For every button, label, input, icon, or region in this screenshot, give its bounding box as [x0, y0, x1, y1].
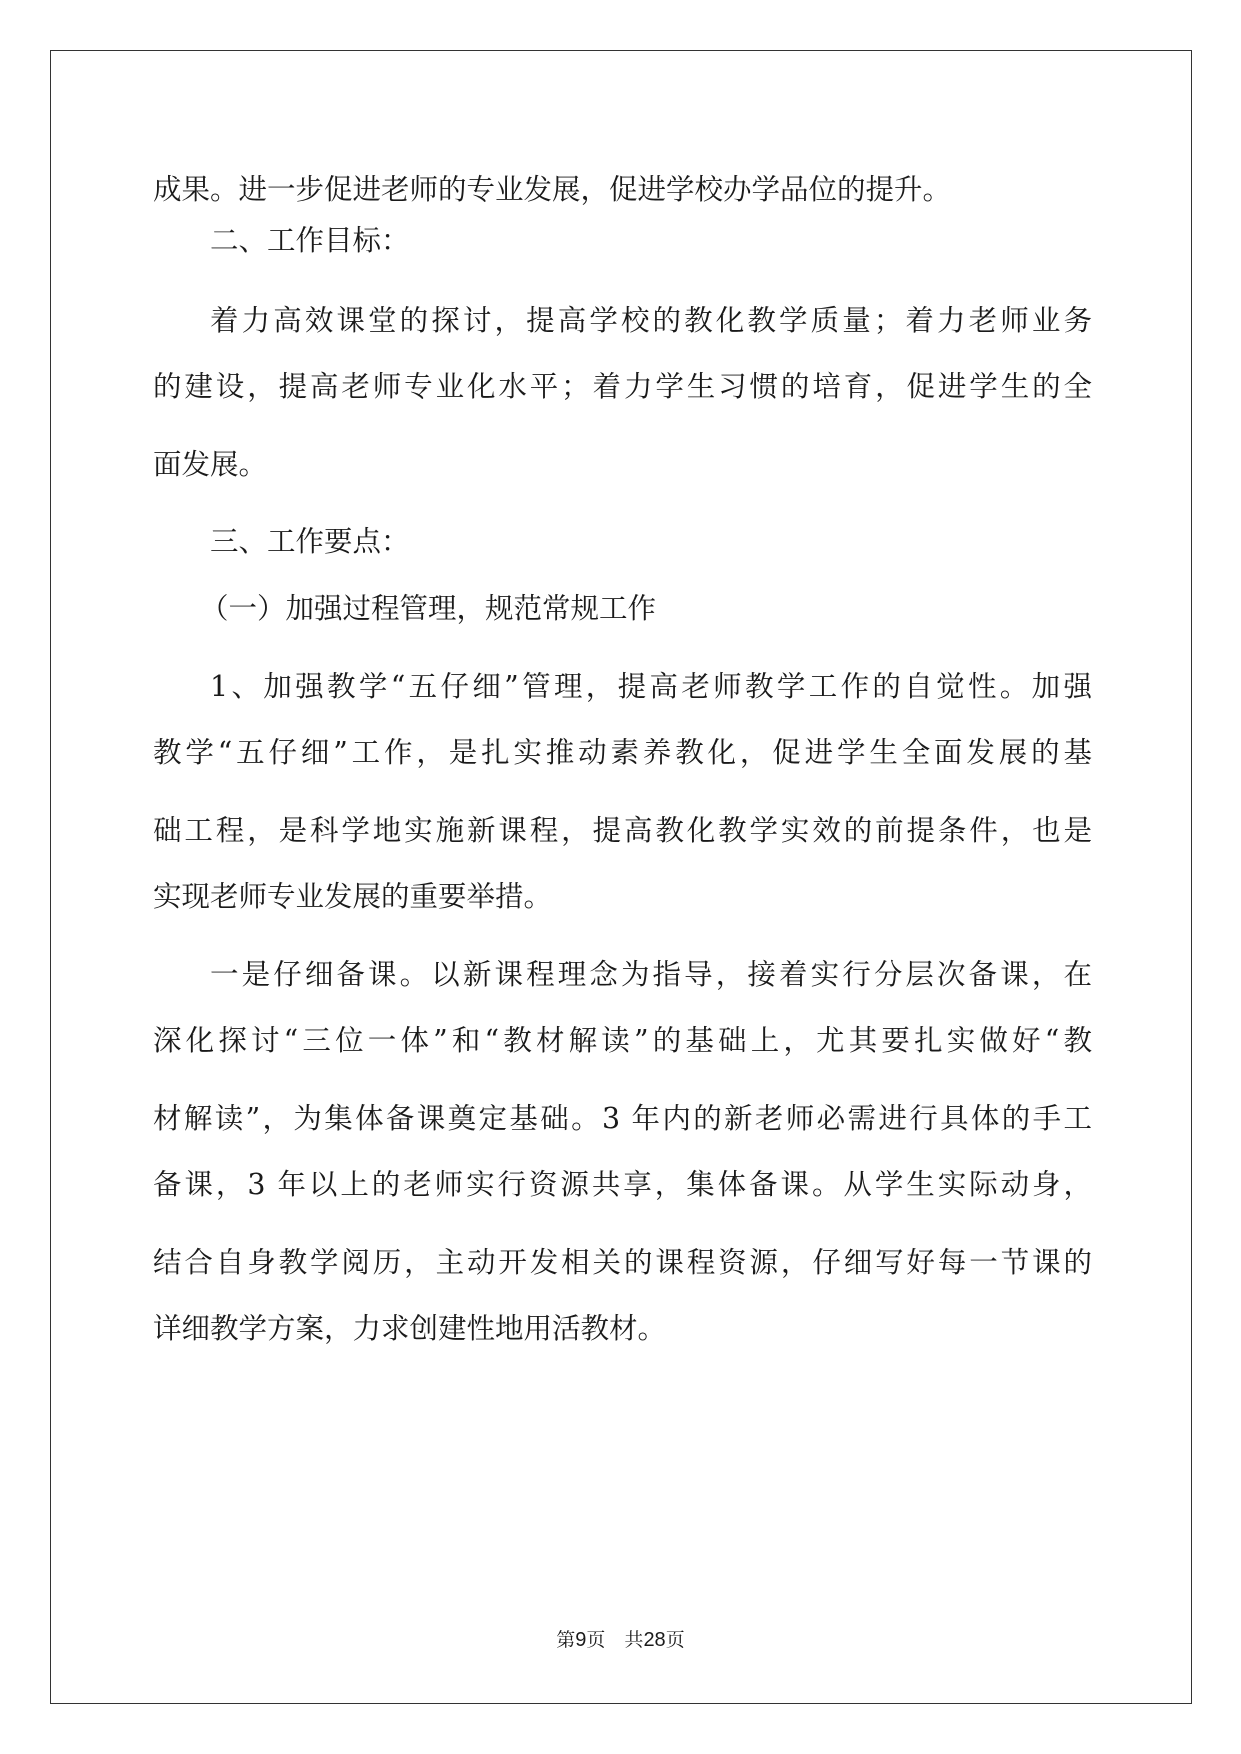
- page-footer: [0, 1628, 1241, 1652]
- paragraph-line: 材解读”，为集体备课奠定基础。3 年内的新老师必需进行具体的手工: [153, 1102, 1092, 1135]
- page-number: 9: [575, 1629, 587, 1651]
- paragraph-line: 详细教学方案，力求创建性地用活教材。: [153, 1312, 667, 1345]
- paragraph-line: 一是仔细备课。以新课程理念为指导，接着实行分层次备课，在: [210, 958, 1092, 991]
- paragraph-line: 1、加强教学“五仔细”管理，提高老师教学工作的自觉性。加强: [210, 670, 1092, 703]
- page-mid: 页 共: [586, 1629, 644, 1651]
- page-prefix: 第: [556, 1629, 576, 1651]
- section-heading: 三、工作要点：: [210, 525, 410, 558]
- page-suffix: 页: [665, 1629, 685, 1651]
- paragraph-line: 结合自身教学阅历，主动开发相关的课程资源，仔细写好每一节课的: [153, 1246, 1092, 1279]
- paragraph-line: 教学“五仔细”工作，是扎实推动素养教化，促进学生全面发展的基: [153, 736, 1092, 769]
- paragraph-line: 实现老师专业发展的重要举措。: [153, 880, 553, 913]
- section-heading: 二、工作目标：: [210, 224, 410, 257]
- paragraph-line: 成果。进一步促进老师的专业发展，促进学校办学品位的提升。: [153, 173, 952, 206]
- subsection-heading: （一）加强过程管理，规范常规工作: [200, 592, 657, 625]
- paragraph-line: 备课，3 年以上的老师实行资源共享，集体备课。从学生实际动身，: [153, 1168, 1092, 1201]
- paragraph-line: 面发展。: [153, 448, 268, 481]
- page-total: 28: [643, 1629, 666, 1651]
- paragraph-line: 础工程，是科学地实施新课程，提高教化教学实效的前提条件，也是: [153, 814, 1092, 847]
- paragraph-line: 的建设，提高老师专业化水平；着力学生习惯的培育，促进学生的全: [153, 370, 1092, 403]
- paragraph-line: 深化探讨“三位一体”和“教材解读”的基础上，尤其要扎实做好“教: [153, 1024, 1092, 1057]
- paragraph-line: 着力高效课堂的探讨，提高学校的教化教学质量；着力老师业务: [210, 304, 1092, 337]
